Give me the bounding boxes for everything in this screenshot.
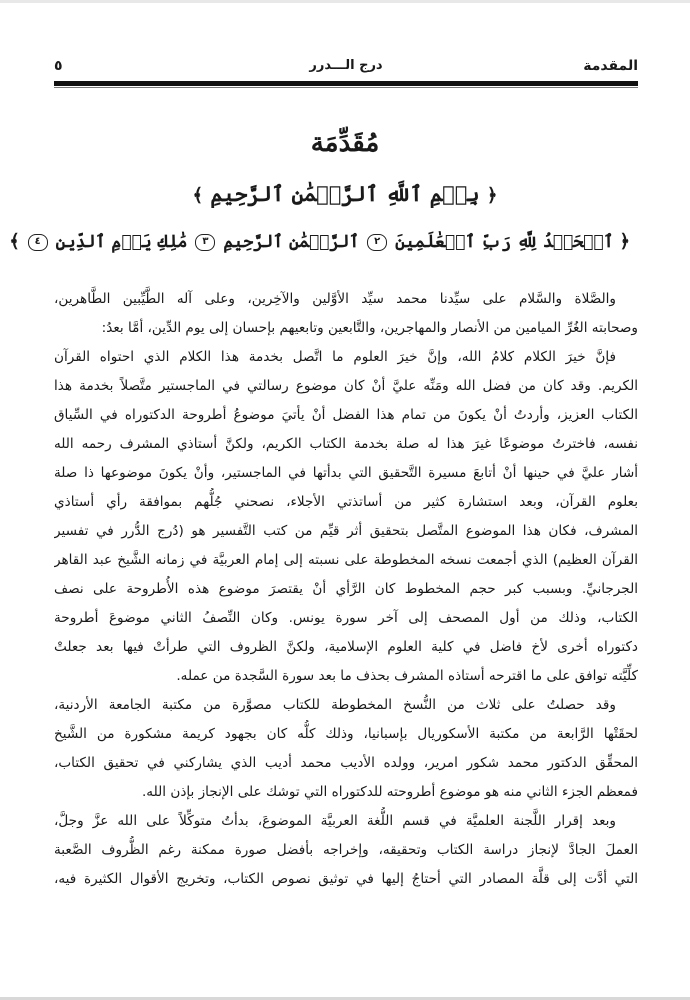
text-line: فإنَّ خيرَ الكلام كلامُ الله، وإنَّ خيرَ العلوم ما اتَّصل بخدمة هذا الكلام الذي احتواه القرآن <box>54 349 616 365</box>
text-line: وصحابته الغُرِّ الميامين من الأنصار والمهاجرين، والتَّابعين وتابعيهم بإحسان إلى يوم الدِّين، أمَّا بعدُ: <box>101 320 638 336</box>
text-line: فمعظم الجزء الثاني منه هو موضوع أطروحته للدكتوراه التي توشك على الإنجاز بإذن الله. <box>141 784 638 800</box>
text-line: والصَّلاة والسَّلام على سيِّدنا محمد سيِّد الأوَّلين والآخِرين، وعلى آله الطَّيِّبين الطَّاهرين، <box>54 291 616 307</box>
text-line: الكتاب، وذلك من أول المصحف إلى آخر سورة يونس. وكان النِّصفُ الثاني موضوعَ أطروحة <box>54 610 638 626</box>
ayah-number-marker: ٢ <box>367 234 387 251</box>
text-line: الكتاب العزيز، وأردتُ أنْ يكونَ من تمام هذا الفضل أنْ يأتيَ موضوعُ أطروحة الدكتوراه في السِّياق <box>54 407 638 423</box>
text-line: كلِّيَّته توافق على ما اقترحه أستاذه المشرف بحذف ما بعد سورة السَّجدة من عمله. <box>176 668 638 684</box>
fatiha-verses <box>9 231 630 252</box>
chapter-title: مُقَدِّمَة <box>310 128 380 158</box>
quran-open-bracket: ﴿ <box>619 231 630 252</box>
text-line: لحقَتْها الرَّابعة من مكتبة الأسكوريال بإسبانيا، وذلك كلُّه كان بجهود كريمة مشكورة من الشَّيخ <box>54 726 638 742</box>
basmala <box>0 181 690 206</box>
verse-text: ٱلرَّحۡمَٰنِ ٱلرَّحِيمِ <box>223 232 360 252</box>
text-line: نفسه، فاخترتُ موضوعًا غيرَ هذا له صلة بخدمة الكتاب الكريم، ولكنَّ أستاذي المشرف رحمه الله <box>54 436 638 452</box>
header-section-name: المقدمة <box>583 58 638 74</box>
header-page-number: ٥ <box>54 58 63 74</box>
verse-text: ٱلۡحَمۡدُ لِلَّهِ رَبِّ ٱلۡعَٰلَمِينَ <box>395 232 614 252</box>
text-line: أشار عليَّ في حينها أنْ أتابعَ مسيرة التَّحقيق التي بدأتها في الماجستير، وأنْ يكونَ موضوعها ذا صلة <box>54 465 638 481</box>
quran-close-bracket: ﴾ <box>9 231 20 252</box>
ayah-number-marker: ٤ <box>28 234 48 251</box>
text-line: التي أدَّت إلى قلَّة المصادر التي أحتاجُ إليها في توثيق نصوص الكتاب، وتخريج الأقوال الكثيرة فيه، <box>54 871 638 887</box>
text-line: الجرجانيِّ. وبسبب كبر حجم المخطوط كان الرَّأي أنْ يقتصرَ موضوع هذه الأُطروحة على نصف <box>54 581 638 597</box>
text-line: المحقِّق الدكتور محمد شكور امرير، وولده الأديب محمد أديب الذي يشاركني في تحقيق الكتاب، <box>54 755 638 771</box>
header-rule-thin <box>54 87 638 88</box>
quran-close-bracket: ﴾ <box>192 185 204 206</box>
verse-text: مَٰلِكِ يَوۡمِ ٱلدِّينِ <box>55 232 188 252</box>
basmala-text: بِسۡمِ ٱللَّهِ ٱلرَّحۡمَٰنِ ٱلرَّحِيمِ <box>210 181 480 206</box>
text-line: القرآن العظيم) الذي أجمعت نسخه المخطوطة على نسبته إلى إمام العربيَّة في زمانه الشَّيخ عبد القاهر <box>54 552 638 568</box>
text-line: وقد حصلتُ على ثلاث من النُّسخ المخطوطة للكتاب مصوَّرة من مكتبة الجامعة الأردنية، <box>54 697 616 713</box>
text-line: وبعد إقرار اللَّجنة العلميَّة في قسم اللُّغة العربيَّة الموضوعَ، بدأتُ متوكِّلاً على الله عزَّ وجلَّ، <box>54 813 616 829</box>
scan-top-edge <box>0 0 690 3</box>
text-line: المشرف، فكان هذا الموضوع المتَّصل بتحقيق أثر قيِّم من كتب التَّفسير هو (دُرج الدُّرر في تفسير <box>54 523 638 539</box>
text-line: دكتوراه أخرى لأخ فاضل في كلية العلوم الإسلامية، ولكنَّ الظروف التي طرأتْ فيها بعد جعلتْ <box>54 639 638 655</box>
body-text <box>54 285 638 894</box>
ayah-number-marker: ٣ <box>195 234 215 251</box>
header-book-title: درج الـــدرر <box>309 58 383 73</box>
text-line: الكريم. وقد كان من فضل الله ومَنِّه عليَّ أنْ كان موضوع رسالتي في الماجستير متَّصلاً بخدمة هذا <box>54 378 638 394</box>
text-line: بعلوم القرآن، وبعد استشارة كثير من أساتذتي الأجلاء، نصحني جُلُّهم بموافقة رأي أستاذي <box>54 494 638 510</box>
running-header <box>54 58 638 80</box>
header-rule-thick <box>54 81 638 86</box>
text-line: العملَ الجادَّ لإنجاز دراسة الكتاب وتحقيقه، وإخراجه بأفضل صورة ممكنة رغم الظُّروف الصَّعبة <box>54 842 638 858</box>
quran-open-bracket: ﴿ <box>486 185 498 206</box>
